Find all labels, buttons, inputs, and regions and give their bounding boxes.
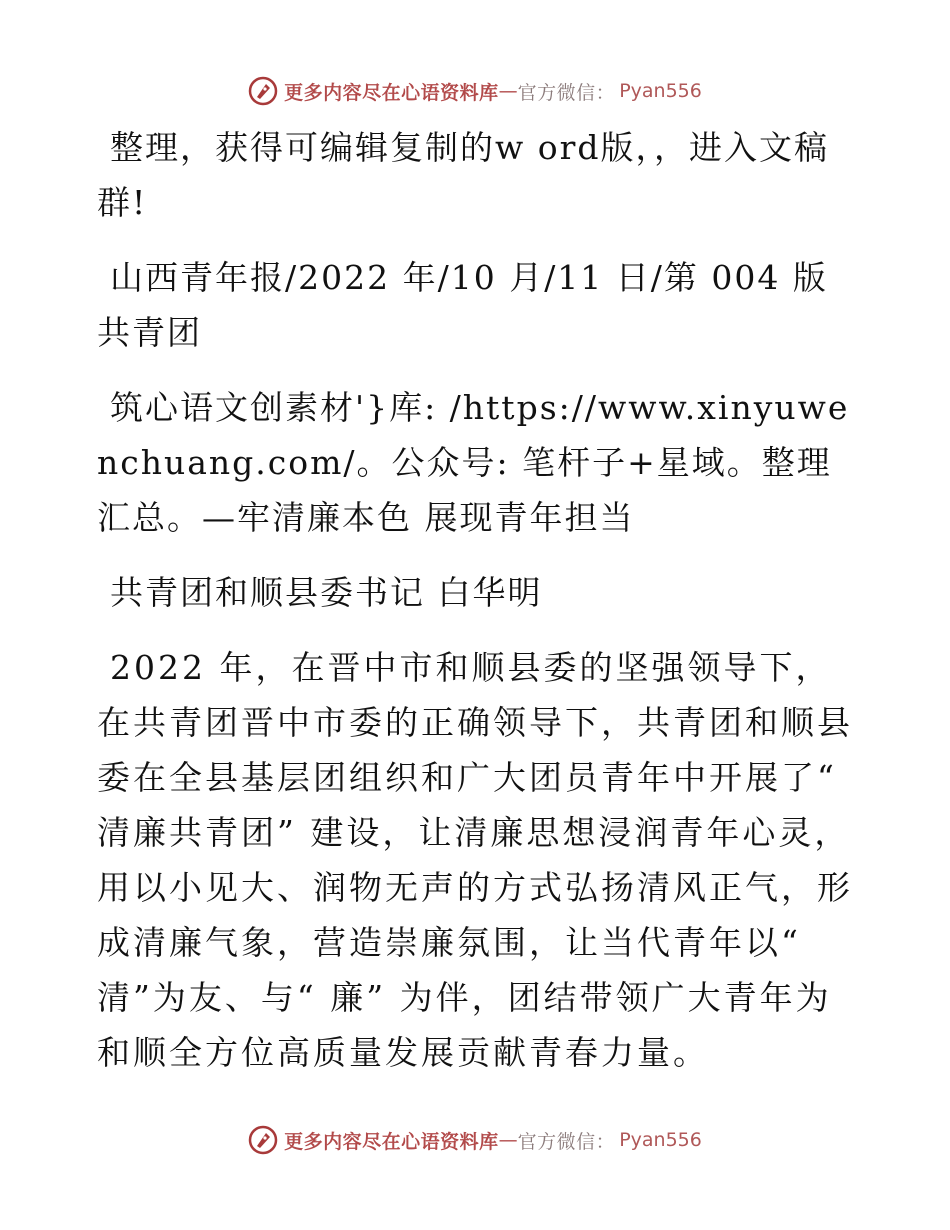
title-paragraph: 筑心语文创素材'}库: /https://www.xinyuwenchuang.com/。公众号: 笔杆子+星域。整理汇总。—牢清廉本色 展现青年担当	[97, 388, 850, 537]
watermark-dash: —	[498, 80, 518, 102]
watermark-wechat-id: Pyan556	[619, 1129, 702, 1151]
document-body	[97, 120, 857, 1100]
source-line-paragraph: 山西青年报/2022 年/10 月/11 日/第 004 版共青团	[97, 258, 828, 352]
pen-nib-logo-icon	[248, 76, 278, 106]
watermark-wechat-label: 官方微信：	[517, 1130, 616, 1153]
pen-nib-logo-icon	[248, 1125, 278, 1155]
header-watermark	[0, 71, 950, 111]
footer-watermark	[0, 1120, 950, 1160]
watermark-site-text: 更多内容尽在心语资料库	[284, 1130, 499, 1153]
author-paragraph: 共青团和顺县委书记 白华明	[110, 573, 543, 612]
watermark-dash: —	[498, 1129, 518, 1151]
intro-note-paragraph: 整理，获得可编辑复制的w ord版，，进入文稿群!	[97, 128, 830, 222]
watermark-wechat-id: Pyan556	[619, 80, 702, 102]
watermark-site-text: 更多内容尽在心语资料库	[284, 81, 499, 104]
body-paragraph: 2022 年，在晋中市和顺县委的坚强领导下，在共青团晋中市委的正确领导下，共青团和顺县委在全县基层团组织和广大团员青年中开展了“ 清廉共青团” 建设，让清廉思想浸润青年心灵，用以小见大、润物无声的方式弘扬清风正气，形成清廉气象，营造崇廉氛围，让当代青年以“ 清”为友、与“ 廉” 为伴，团结带领广大青年为和顺全方位高质量发展贡献青春力量。	[97, 648, 853, 1072]
watermark-wechat-label: 官方微信：	[517, 81, 616, 104]
